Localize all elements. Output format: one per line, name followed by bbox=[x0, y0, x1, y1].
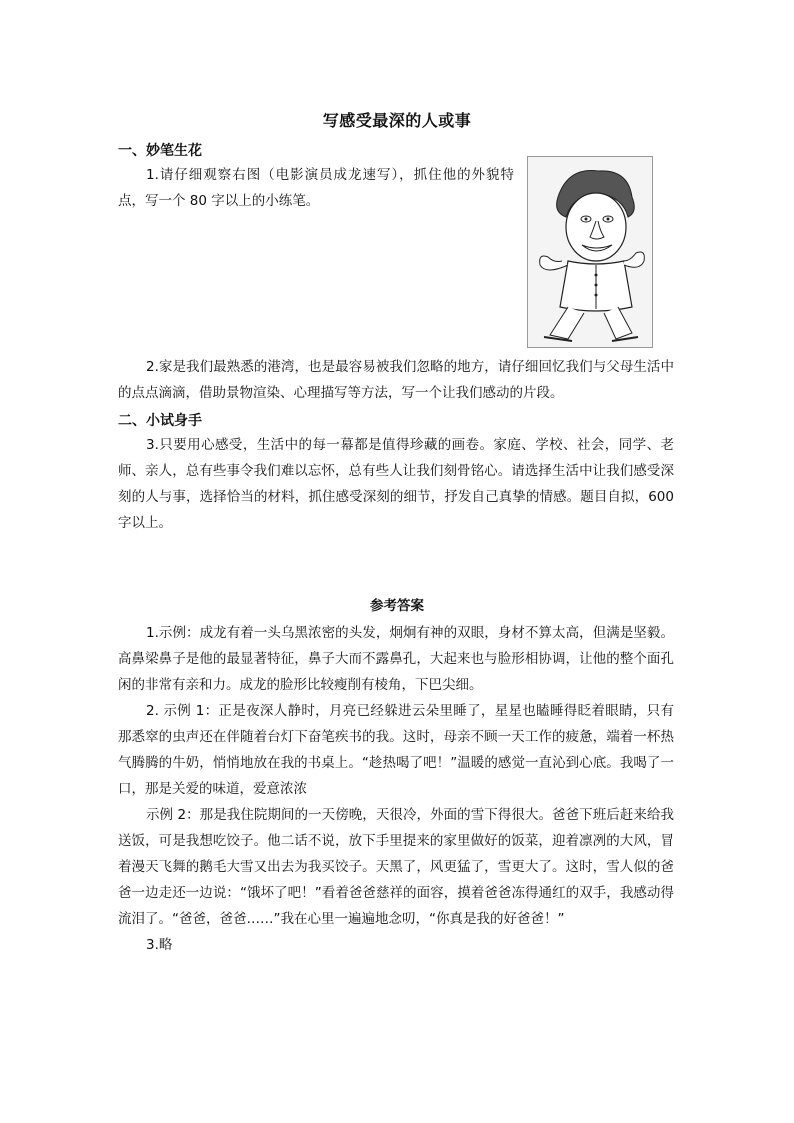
caricature-drawing bbox=[528, 157, 652, 347]
page-title: 写感受最深的人或事 bbox=[322, 111, 472, 130]
question-3: 3.只要用心感受，生活中的每一幕都是值得珍藏的画卷。家庭、学校、社会，同学、老师、亲人，总有些事令我们难以忘怀，总有些人让我们刻骨铭心。请选择生活中让我们感受深刻的人与事，选择恰当的材料，抓住感受深刻的细节，抒发自己真挚的情感。题目自拟，600 字以上。 bbox=[118, 437, 674, 531]
question-1: 1.请仔细观察右图（电影演员成龙速写），抓住他的外貌特点，写一个 80 字以上的小练笔。 bbox=[118, 167, 514, 209]
answer-3: 3.略 bbox=[146, 937, 173, 953]
answer-2-example-2: 示例 2：那是我住院期间的一天傍晚，天很冷，外面的雪下得很大。爸爸下班后赶来给我送饭，可是我想吃饺子。他二话不说，放下手里提来的家里做好的饭菜，迎着凛冽的大风，冒着漫天飞舞的鹅毛大雪又出去为我买饺子。天黑了，风更猛了，雪更大了。这时，雪人似的爸爸一边走还一边说：“饿坏了吧！”看着爸爸慈祥的面容，摸着爸爸冻得通红的双手，我感动得流泪了。“爸爸，爸爸……”我在心里一遍遍地念叨，“你真是我的好爸爸！” bbox=[118, 807, 674, 927]
answer-1: 1.示例：成龙有着一头乌黑浓密的头发，炯炯有神的双眼，身材不算太高，但满是坚毅。高鼻梁鼻子是他的最显著特征，鼻子大而不露鼻孔，大起来也与脸形相协调，让他的整个面孔闲的非常有亲和力。成龙的脸形比较瘦削有棱角，下巴尖细。 bbox=[118, 625, 674, 693]
section1-heading: 一、妙笔生花 bbox=[118, 143, 202, 159]
question-2: 2.家是我们最熟悉的港湾，也是最容易被我们忽略的地方，请仔细回忆我们与父母生活中的点点滴滴，借助景物渲染、心理描写等方法，写一个让我们感动的片段。 bbox=[118, 359, 674, 401]
answer-2-example-1: 2. 示例 1：正是夜深人静时，月亮已经躲进云朵里睡了，星星也瞌睡得眨着眼睛，只有那悉窣的虫声还在伴随着台灯下奋笔疾书的我。这时，母亲不顾一天工作的疲惫，端着一杯热气腾腾的牛奶，悄悄地放在我的书桌上。“趁热喝了吧！”温暖的感觉一直沁到心底。我喝了一口，那是关爱的味道，爱意浓浓 bbox=[118, 703, 674, 797]
answers-heading: 参考答案 bbox=[370, 598, 424, 614]
section2-heading: 二、小试身手 bbox=[118, 413, 202, 429]
jackie-chan-sketch-illustration bbox=[527, 156, 653, 348]
